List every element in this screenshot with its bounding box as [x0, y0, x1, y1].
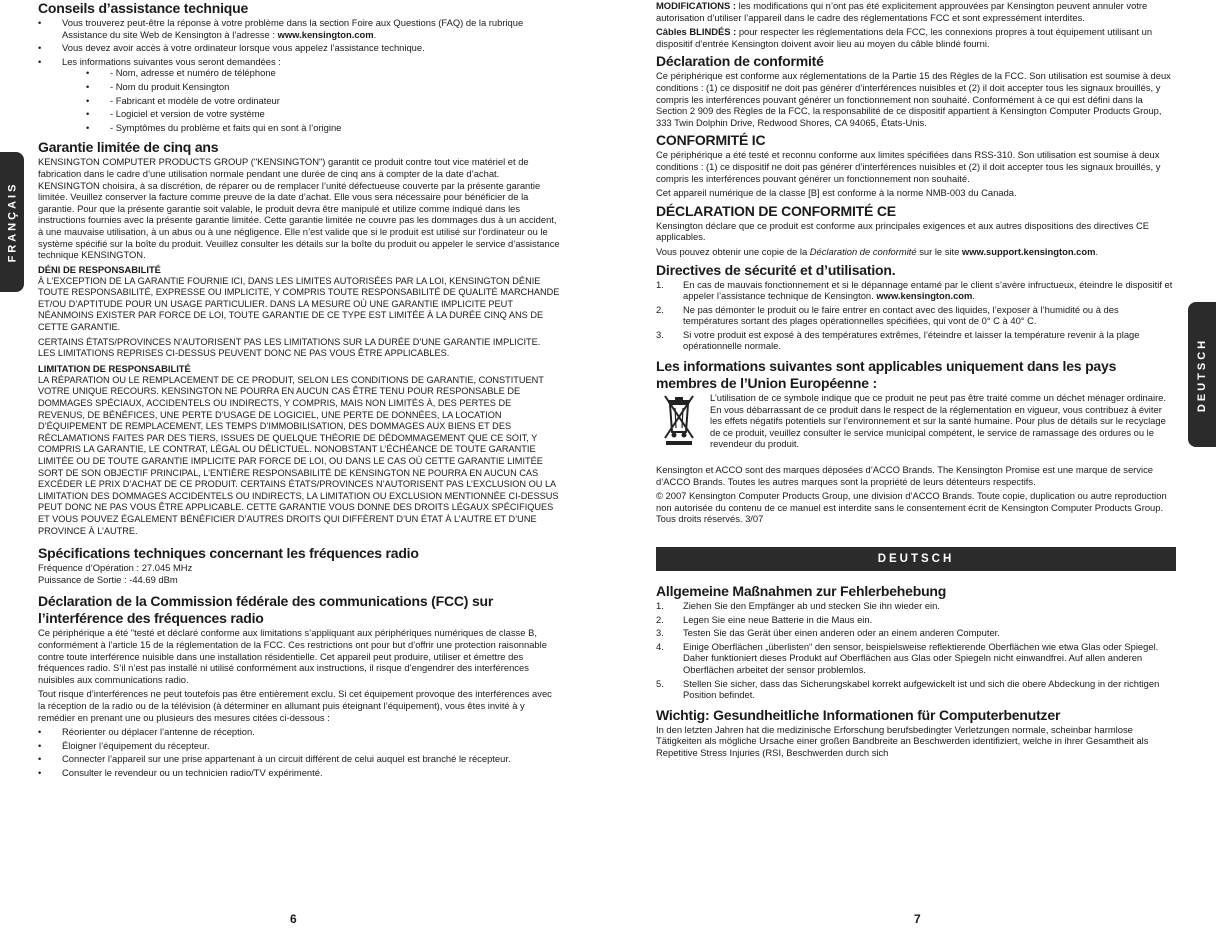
disclaimer-text-2: CERTAINS ÉTATS/PROVINCES N’AUTORISENT PAS LES LIMITATIONS SUR LA DURÉE D’UNE GARANTIE IMPLICITE. LES LIMITATIONS REPRISES CI-DESSUS PEUVENT DONC NE PAS VOUS ÊTRE APPLICABLES.	[38, 336, 541, 359]
list-item-text: Si votre produit est exposé à des températures extrêmes, l’éteindre et laisser la température revenir à la plage opérationnelle normale.	[683, 328, 1140, 352]
section-banner-deutsch: DEUTSCH	[656, 547, 1176, 571]
list-item	[656, 279, 1176, 302]
de-troubleshoot-list	[656, 600, 1176, 701]
list-item: • Réorienter ou déplacer l’antenne de réception.	[38, 726, 560, 738]
list-item: • Consulter le revendeur ou un technicien radio/TV expérimenté.	[38, 767, 560, 779]
list-item	[656, 600, 1176, 612]
modifications-text	[656, 0, 1176, 23]
cables-text	[656, 26, 1176, 49]
list-item: • Connecter l’appareil sur une prise appartenant à un circuit différent de celui auquel est branché le récepteur.	[38, 753, 560, 765]
list-item: • - Logiciel et version de votre système	[86, 108, 560, 120]
list-item-text: Ziehen Sie den Empfänger ab und stecken Sie ihn wieder ein.	[683, 600, 940, 611]
fcc-text-2: Tout risque d’interférences ne peut toutefois pas être entièrement exclu. Si cet équipement provoque des interférences avec la réception de la radio ou de la télévision (à déterminer en allumant puis éteignant l’équipement), vous êtes invité à y remédier en prenant une ou plusieurs des mesures citées ci-dessous :	[38, 688, 552, 723]
copyright-text: © 2007 Kensington Computer Products Group, une division d’ACCO Brands. Toute copie, duplication ou autre reproduction non autorisée du contenu de ce manuel est interdite sans le consentement écrit de Kensington Computer Products Group. Tous droits réservés. 3/07	[656, 490, 1167, 525]
list-number: 1.	[656, 600, 664, 611]
limitation-title: LIMITATION DE RESPONSABILITÉ	[38, 362, 191, 374]
list-item: • Vous devez avoir accès à votre ordinateur lorsque vous appelez l’assistance technique.	[38, 42, 560, 54]
tab-francais	[0, 152, 24, 292]
fcc-list	[38, 726, 560, 778]
page-number-left: 6	[290, 912, 297, 926]
list-item-text: Vous trouverez peut-être la réponse à votre problème dans la section Foire aux Questions (FAQ) de la rubrique Assistance du site Web de Kensington à l’adresse :	[62, 17, 524, 40]
ce-title: DÉCLARATION DE CONFORMITÉ CE	[656, 202, 896, 219]
list-number: 1.	[656, 278, 664, 290]
tab-francais-label: FRANÇAIS	[6, 181, 18, 263]
list-item-tail: .	[972, 290, 975, 302]
modifications-body: les modifications qui n’ont pas été explicitement approuvées par Kensington peuvent annuler votre autorisation d’utiliser l’appareil dans le cadre des réglementations FCC et sont expressément interdites.	[656, 0, 1148, 23]
list-item	[656, 678, 1176, 701]
ce-text-2-italic: Déclaration de conformité	[809, 245, 917, 257]
list-item	[656, 304, 1176, 327]
list-item-text: Einige Oberflächen „überlisten“ den sensor, beispielsweise reflektierende Oberflächen wie etwa Glas oder Spiegel. Daher funktioniert dieses Produkt auf Oberflächen aus Glas oder Spiegeln nicht einwandfrei. Auf allen anderen Oberflächen arbeitet der sensor problemlos.	[683, 640, 1159, 675]
safety-title: Directives de sécurité et d’utilisation.	[656, 261, 896, 278]
ce-text-2	[656, 246, 1176, 258]
de-troubleshoot-title: Allgemeine Maßnahmen zur Fehlerbehebung	[656, 583, 947, 599]
cables-label: Câbles BLINDÉS :	[656, 26, 737, 38]
ic-text: Ce périphérique a été testé et reconnu conforme aux limites spécifiées dans RSS-310. Son utilisation est soumise à deux conditions : (1) ce dispositif ne doit pas générer d’interférences nuisibles et (2) il doit accepter tous les signaux brouillés, y compris les interférences pouvant générer un fonctionnement non souhaité.	[656, 149, 1161, 184]
support-link[interactable]: www.kensington.com	[277, 28, 374, 40]
fcc-title: Déclaration de la Commission fédérale des communications (FCC) sur l’interférence des fréquences radio	[38, 593, 494, 627]
list-item: • - Nom du produit Kensington	[86, 81, 560, 93]
list-item	[656, 641, 1176, 676]
trademark-text: Kensington et ACCO sont des marques déposées d’ACCO Brands. The Kensington Promise est une marque de service d’ACCO Brands. Toutes les autres marques sont la propriété de leurs détenteurs respectifs.	[656, 464, 1153, 487]
ic-title: CONFORMITÉ IC	[656, 132, 766, 149]
ic-text-2: Cet appareil numérique de la classe [B] est conforme à la norme NMB-003 du Canada.	[656, 187, 1017, 199]
fcc-text-1: Ce périphérique a été "testé et déclaré conforme aux limitations s’appliquant aux périphériques numériques de classe B, conformément à l’article 15 de la réglementation de la FCC. Ces restrictions ont pour but d’offrir une protection raisonnable contre toute interférence nuisible dans une installation résidentielle. Cet appareil peut produire, utiliser et émettre des fréquences radio. S’il n’est pas installé ni utilisé conformément aux instructions, il risque d’engendrer des interférences nuisibles aux communications radio.	[38, 627, 547, 685]
cables-body: pour respecter les réglementations dela FCC, les connexions propres à tout équipement utilisant un dispositif d’entrée Kensington doivent avoir lieu au moyen du câble blindé fourni.	[656, 26, 1153, 49]
safety-list	[656, 279, 1176, 353]
radio-title: Spécifications techniques concernant les fréquences radio	[38, 545, 419, 562]
eu-text: L’utilisation de ce symbole indique que ce produit ne peut pas être traité comme un déchet ménager ordinaire. En vous débarrassant de ce produit dans le respect de la réglementation en vigueur, vous contribuez à éviter les effets négatifs potentiels sur l’environnement et sur la santé humaine. Pour plus de détails sur le recyclage de ce produit, veuillez consulter le service municipal compétent, le service de ramassage des ordures ou le revendeur du produit.	[710, 392, 1167, 450]
list-item-text: En cas de mauvais fonctionnement et si le dépannage entamé par le client s’avère infructueux, éteindre le dispositif et appeler l’assistance technique de Kensington.	[683, 278, 1173, 302]
health-title: Wichtig: Gesundheitliche Informationen für Computerbenutzer	[656, 706, 1061, 723]
weee-section	[656, 392, 1176, 450]
list-item: • Vous trouverez peut-être la réponse à votre problème dans la section Foire aux Questions (FAQ) de la rubrique Assistance du site Web de Kensington à l’adresse : www.kensington.com.	[38, 17, 560, 40]
list-number: 2.	[656, 303, 664, 315]
tab-deutsch-label: DEUTSCH	[1196, 337, 1209, 412]
radio-power: Puissance de Sortie : -44.69 dBm	[38, 573, 178, 585]
list-item: • - Symptômes du problème et faits qui en sont à l’origine	[86, 122, 560, 134]
ce-text: Kensington déclare que ce produit est conforme aux principales exigences et aux autres dispositions des directives CE applicables.	[656, 219, 1149, 243]
weee-bin-icon	[656, 392, 702, 448]
kensington-link[interactable]: www.kensington.com	[876, 290, 973, 302]
ce-text-2-b: sur le site	[916, 245, 962, 257]
warranty-text: KENSINGTON COMPUTER PRODUCTS GROUP ("KENSINGTON") garantit ce produit contre tout vice matériel et de fabrication dans le cadre d’une utilisation normale pendant une durée de cinq ans à compter de la date d’achat. KENSINGTON choisira, à sa discrétion, de réparer ou de remplacer l’unité défectueuse couverte par la présente garantie limitée. Veuillez conserver la facture comme preuve de la date d’achat. Elle vous sera nécessaire pour bénéficier de la garantie. Pour que la présente garantie soit valable, le produit devra être manipulé et utilize comme indiqué dans les instructions fournies avec la présente garantie limitée. Cette garantie limitée ne couvre pas les dommages dus à un accident, à une mauvaise utilisation, à un abus ou à une négligence. Elle n’est valide que si le produit est utilisé sur l’ordinateur ou le système spécifié sur la boîte du produit. Veuillez consulter les détails sur la boîte du produit ou appeler le service d’assistance technique KENSINGTON.	[38, 156, 560, 261]
radio-frequency: Fréquence d’Opération : 27.045 MHz	[38, 562, 193, 574]
list-item-text: Stellen Sie sicher, dass das Sicherungskabel korrekt aufgewickelt ist und sich die obere Abdeckung in der richtigen Position befindet.	[683, 677, 1160, 701]
list-item: • - Nom, adresse et numéro de téléphone	[86, 67, 560, 79]
disclaimer-text: À L’EXCEPTION DE LA GARANTIE FOURNIE ICI, DANS LES LIMITES AUTORISÉES PAR LA LOI, KENSINGTON DÉNIE TOUTE RESPONSABILITÉ, EXPRESSE OU IMPLICITE, Y COMPRIS TOUTE RESPONSABILITÉ DE QUALITÉ MARCHANDE ET/OU D’APTITUDE POUR UN USAGE PARTICULIER. DANS LA MESURE OÙ UNE GARANTIE IMPLICITE PEUT NÉANMOINS EXISTER PAR FORCE DE LOI, TOUTE GARANTIE DE CE TYPE EST LIMITÉE À LA DURÉE CINQ ANS DE CETTE GARANTIE.	[38, 275, 560, 333]
list-item-text: Testen Sie das Gerät über einen anderen oder an einem anderen Computer.	[683, 627, 1000, 639]
modifications-label: MODIFICATIONS :	[656, 0, 737, 11]
list-item-text: Legen Sie eine neue Batterie in die Maus ein.	[683, 613, 873, 625]
list-item	[656, 329, 1176, 352]
disclaimer-title: DÉNI DE RESPONSABILITÉ	[38, 263, 161, 275]
page-left	[38, 0, 560, 929]
list-item: • - Fabricant et modèle de votre ordinateur	[86, 95, 560, 107]
conformity-title: Déclaration de conformité	[656, 53, 824, 70]
list-item	[38, 56, 560, 134]
support-sublist	[62, 67, 560, 133]
page-right	[656, 0, 1176, 929]
list-item-text: Les informations suivantes vous seront demandées :	[62, 55, 281, 67]
ce-text-2-c: .	[1095, 245, 1099, 257]
health-text: In den letzten Jahren hat die medizinische Erforschung berufsbedingter Verletzungen normale, scheinbar harmlose Tätigkeiten als mögliche Ursache einer großen Bandbreite an Beschwerden identifiziert, welche in ihrer Gesamtheit als Repetitive Stress Injuries (RSI, Beschwerden durch sich	[656, 723, 1149, 758]
warranty-title: Garantie limitée de cinq ans	[38, 139, 219, 156]
page-number-right: 7	[914, 912, 921, 926]
list-number: 3.	[656, 627, 664, 639]
list-number: 2.	[656, 613, 664, 625]
limitation-text: LA RÉPARATION OU LE REMPLACEMENT DE CE PRODUIT, SELON LES CONDITIONS DE GARANTIE, CONSTITUENT VOTRE UNIQUE RECOURS. KENSINGTON NE POURRA EN AUCUN CAS ÊTRE TENU POUR RESPONSABLE DE DOMMAGES SPÉCIAUX, ACCIDENTELS OU INDIRECTS, Y COMPRIS, MAIS NON LIMITÉS À, DES PERTES DE REVENUS, DE BÉNÉFICES, UNE PERTE D’USAGE DE LOGICIEL, UNE PERTE DE DONNÉES, LA LOCATION D’ÉQUIPEMENT DE REMPLACEMENT, LES TEMPS D’IMMOBILISATION, DES DOMMAGES AUX BIENS ET DES RÉCLAMATIONS FAITES PAR DES TIERS, ISSUES DE QUELQUE THÉORIE DE DÉDOMMAGEMENT QUE CE SOIT, Y COMPRIS LA GARANTIE, LE CONTRAT, LÉGAL OU DÉLICTUEL. NONOBSTANT L’ÉCHÉANCE DE TOUTE GARANTIE LIMITÉE OU DE TOUTE GARANTIE IMPLICITE PAR FORCE DE LOI, OU DANS LE CAS OÙ CETTE GARANTIE LIMITÉE SORT DE SON OBJECTIF PRINCIPAL, L’ENTIÈRE RESPONSABILITÉ DE KENSINGTON NE POURRA EN AUCUN CAS EXCÉDER LE PRIX D’ACHAT DE CE PRODUIT. CERTAINS ÉTATS/PROVINCES N’AUTORISENT PAS L’EXCLUSION OU LA LIMITATION DES DOMMAGES ACCIDENTELS OU INDIRECTS, LA LIMITATION OU EXCLUSION MENTIONNÉE CI-DESSUS PEUT DONC NE PAS VOUS ÊTRE APPLICABLE. CETTE GARANTIE VOUS DONNE DES DROITS LÉGAUX SPÉCIFIQUES ET VOUS POUVEZ ÉGALEMENT BÉNÉFICIER D’AUTRES DROITS QUI DIFFÈRENT D’UN ÉTAT À L’AUTRE ET D’UNE PROVINCE À L’AUTRE.	[38, 374, 559, 536]
list-number: 4.	[656, 640, 664, 652]
ce-text-2-a: Vous pouvez obtenir une copie de la	[656, 245, 810, 257]
support-site-link[interactable]: www.support.kensington.com	[961, 245, 1096, 257]
eu-title: Les informations suivantes sont applicables uniquement dans les pays membres de l’Union Européenne :	[656, 358, 1117, 392]
list-item-text: Ne pas démonter le produit ou le faire entrer en contact avec des liquides, l’exposer à l’humidité ou à des températures sortant des plages opérationnelles spécifiées, qui vont de 0° C à 40° C.	[683, 303, 1119, 327]
list-item: • Éloigner l’équipement du récepteur.	[38, 740, 560, 752]
list-item	[656, 614, 1176, 626]
support-list	[38, 17, 560, 133]
list-number: 3.	[656, 328, 664, 340]
conformity-text: Ce périphérique est conforme aux réglementations de la Partie 15 des Règles de la FCC. Son utilisation est soumise à deux conditions : (1) ce dispositif ne doit pas générer d’interférences nuisibles et (2) il doit accepter tous les signaux brouillés, y compris les interférences pouvant générer un fonctionnement non souhaité. Conformément à ce qui est défini dans la Section 2 909 des Règles de la FCC, la responsabilité de ce dispositif appartient à Kensington Computer Products Group, 333 Twin Dolphin Drive, Redwood Shores, CA 94065, États-Unis.	[656, 70, 1171, 128]
tab-deutsch	[1188, 302, 1216, 447]
support-title: Conseils d’assistance technique	[38, 0, 249, 16]
list-item	[656, 627, 1176, 639]
list-number: 5.	[656, 677, 664, 689]
